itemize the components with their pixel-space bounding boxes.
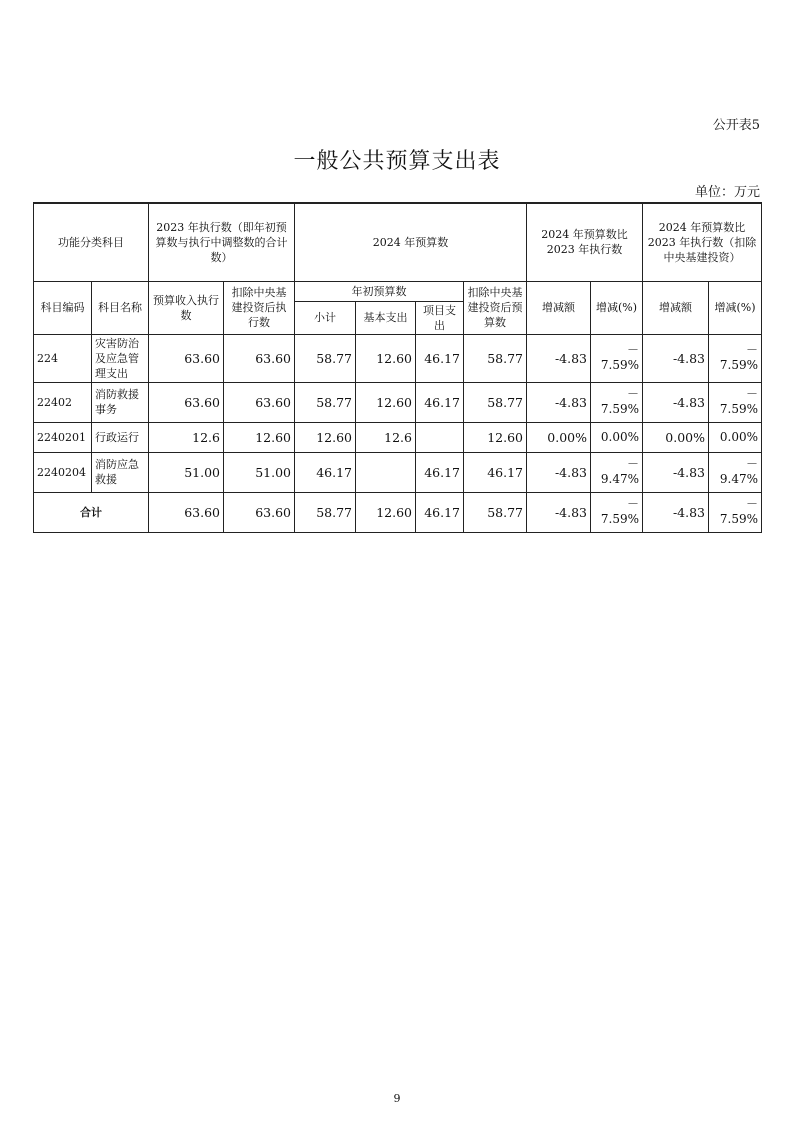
cell-value: -4.83 (643, 492, 709, 532)
cell-value: -4.83 (643, 382, 709, 422)
row-code: 22402 (34, 382, 92, 422)
cell-value: 12.60 (464, 422, 527, 452)
cell-pct (709, 492, 762, 532)
cell-value: 63.60 (149, 382, 224, 422)
cell-value: 63.60 (149, 334, 224, 382)
table-tag: 公开表5 (712, 118, 760, 133)
table-row (34, 382, 762, 422)
cell-value: 58.77 (464, 334, 527, 382)
cell-value: -4.83 (527, 492, 591, 532)
col-cmp-2023-excl: 2024 年预算数比2023 年执行数（扣除中央基建投资） (643, 203, 762, 281)
col-budget-2024: 2024 年预算数 (295, 203, 527, 281)
cell-pct (709, 334, 762, 382)
col-increase-pct-excl: 增减(%) (709, 281, 762, 334)
header-row-2 (34, 281, 762, 301)
col-increase: 增减额 (527, 281, 591, 334)
pct-value: 9.47% (600, 472, 640, 486)
total-label: 合计 (34, 492, 149, 532)
cell-value: 0.00% (643, 422, 709, 452)
header-row-1 (34, 203, 762, 281)
pct-sign: － (746, 497, 759, 511)
cell-value: 46.17 (295, 452, 356, 492)
cell-pct (591, 382, 643, 422)
cell-value: -4.83 (527, 452, 591, 492)
cell-value: 51.00 (224, 452, 295, 492)
cell-value: 46.17 (416, 382, 464, 422)
col-excl-central-budget: 扣除中央基建投资后预算数 (464, 281, 527, 334)
row-name: 消防救援事务 (92, 382, 149, 422)
col-initial-budget: 年初预算数 (295, 281, 464, 301)
cell-value (356, 452, 416, 492)
cell-value: 12.60 (224, 422, 295, 452)
pct-sign: － (746, 387, 759, 401)
pct-value: 7.59% (600, 358, 640, 372)
page-title: 一般公共预算支出表 (293, 149, 501, 174)
cell-value: 58.77 (464, 492, 527, 532)
cell-value: 51.00 (149, 452, 224, 492)
cell-value: 63.60 (149, 492, 224, 532)
cell-value: 58.77 (464, 382, 527, 422)
cell-pct (709, 422, 762, 452)
col-func-category: 功能分类科目 (34, 203, 149, 281)
cell-value: -4.83 (643, 452, 709, 492)
cell-value: 58.77 (295, 334, 356, 382)
cell-value: 63.60 (224, 492, 295, 532)
cell-value: 58.77 (295, 382, 356, 422)
row-code: 2240201 (34, 422, 92, 452)
col-subtotal: 小计 (295, 301, 356, 334)
pct-value: 7.59% (719, 512, 759, 526)
cell-pct (709, 382, 762, 422)
row-code: 224 (34, 334, 92, 382)
pct-value: 0.00% (600, 429, 640, 444)
col-excl-central-exec: 扣除中央基建投资后执行数 (224, 281, 295, 334)
col-name: 科目名称 (92, 281, 149, 334)
cell-pct (591, 334, 643, 382)
cell-value: 12.60 (356, 492, 416, 532)
pct-value: 7.59% (600, 402, 640, 416)
cell-pct (591, 492, 643, 532)
col-budget-income-exec: 预算收入执行数 (149, 281, 224, 334)
pct-value: 7.59% (600, 512, 640, 526)
col-increase-excl: 增减额 (643, 281, 709, 334)
cell-value: 0.00% (527, 422, 591, 452)
col-cmp-2023: 2024 年预算数比2023 年执行数 (527, 203, 643, 281)
pct-value: 7.59% (719, 358, 759, 372)
cell-value: 46.17 (416, 492, 464, 532)
budget-table (33, 202, 762, 533)
cell-value: -4.83 (527, 334, 591, 382)
pct-value: 9.47% (719, 472, 759, 486)
table-row (34, 452, 762, 492)
col-code: 科目编码 (34, 281, 92, 334)
pct-value: 0.00% (719, 429, 759, 444)
total-row (34, 492, 762, 532)
row-name: 灾害防治及应急管理支出 (92, 334, 149, 382)
cell-value: 12.60 (356, 334, 416, 382)
pct-sign: － (627, 387, 640, 401)
unit-label: 单位：万元 (694, 185, 760, 200)
pct-sign: － (746, 457, 759, 471)
pct-sign: － (746, 343, 759, 357)
col-basic: 基本支出 (356, 301, 416, 334)
cell-pct (591, 452, 643, 492)
col-project: 项目支出 (416, 301, 464, 334)
row-code: 2240204 (34, 452, 92, 492)
table-row (34, 334, 762, 382)
col-increase-pct: 增减(%) (591, 281, 643, 334)
table-row (34, 422, 762, 452)
row-name: 消防应急救援 (92, 452, 149, 492)
cell-pct (591, 422, 643, 452)
cell-value (416, 422, 464, 452)
pct-value: 7.59% (719, 402, 759, 416)
cell-value: 63.60 (224, 334, 295, 382)
cell-value: -4.83 (643, 334, 709, 382)
cell-value: 46.17 (464, 452, 527, 492)
cell-value: 63.60 (224, 382, 295, 422)
cell-pct (709, 452, 762, 492)
cell-value: -4.83 (527, 382, 591, 422)
pct-sign: － (627, 497, 640, 511)
pct-sign: － (627, 457, 640, 471)
cell-value: 12.60 (295, 422, 356, 452)
pct-sign: － (627, 343, 640, 357)
cell-value: 12.6 (149, 422, 224, 452)
row-name: 行政运行 (92, 422, 149, 452)
cell-value: 46.17 (416, 334, 464, 382)
col-exec-2023: 2023 年执行数（即年初预算数与执行中调整数的合计数） (149, 203, 295, 281)
cell-value: 12.6 (356, 422, 416, 452)
page-number: 9 (393, 1092, 401, 1105)
cell-value: 58.77 (295, 492, 356, 532)
cell-value: 46.17 (416, 452, 464, 492)
cell-value: 12.60 (356, 382, 416, 422)
